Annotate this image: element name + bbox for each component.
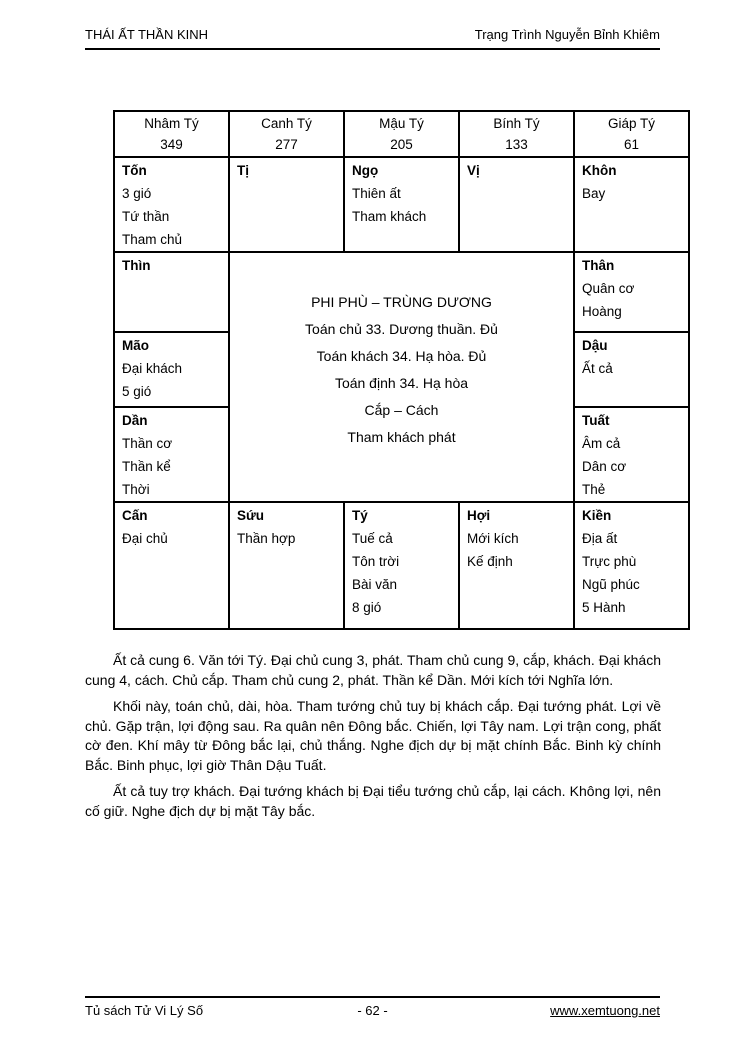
summary-title: PHI PHÙ – TRÙNG DƯƠNG [311, 294, 492, 310]
author-name: Trạng Trình Nguyễn Bỉnh Khiêm [474, 27, 660, 42]
cell-line: Tôn trời [352, 554, 400, 569]
year-cell-mau-ty [345, 112, 458, 156]
cell-label: Thân [582, 258, 615, 273]
year-cell-nham-ty [115, 112, 228, 156]
year-name: Canh Tý [261, 116, 312, 131]
cell-line: Âm cả [582, 436, 621, 451]
footer-series-title: Tủ sách Tử Vi Lý Số [85, 1003, 204, 1018]
cell-label: Tuất [582, 413, 610, 428]
cell-line: 5 gió [122, 384, 152, 399]
cell-line: Tứ thần [122, 209, 170, 224]
footer-page-number: - 62 - [357, 1003, 388, 1018]
cell-line: Đại khách [122, 361, 183, 376]
cell-line: 3 gió [122, 186, 152, 201]
cell-label: Hợi [467, 508, 491, 523]
cell-than [575, 253, 688, 331]
cell-label: Kiền [582, 508, 612, 523]
cell-line: Mới kích [467, 531, 519, 546]
cell-label: Mão [122, 338, 149, 353]
cell-label: Thìn [122, 258, 151, 273]
cell-line: Tham khách [352, 209, 427, 224]
cell-line: Tham chủ [122, 232, 183, 247]
cell-line: Kế định [467, 554, 513, 569]
body-text [85, 651, 661, 828]
year-value: 133 [505, 137, 528, 152]
cell-ti [230, 158, 343, 251]
cell-hoi [460, 503, 573, 628]
cell-line: Thiên ất [352, 186, 401, 201]
year-value: 277 [275, 137, 298, 152]
cell-can [115, 503, 228, 628]
cell-label: Tốn [122, 163, 147, 178]
footer-website-link[interactable]: www.xemtuong.net [550, 1003, 660, 1018]
year-cell-canh-ty [230, 112, 343, 156]
year-value: 205 [390, 137, 413, 152]
cell-label: Sứu [237, 508, 265, 523]
cell-suu [230, 503, 343, 628]
page-header [85, 27, 660, 50]
cell-line: Thời [122, 482, 150, 497]
cell-khon [575, 158, 688, 251]
summary-line: Toán chủ 33. Dương thuần. Đủ [305, 321, 498, 337]
cell-line: Hoàng [582, 304, 622, 319]
year-value: 61 [623, 137, 640, 152]
cell-line: Thần cơ [122, 436, 173, 451]
cell-label: Ngọ [352, 163, 379, 178]
cell-line: Dân cơ [582, 459, 627, 474]
paragraph-1: Ất cả cung 6. Văn tới Tý. Đại chủ cung 3, phát. Tham chủ cung 9, cắp, khách. Đại khách cung 4, cách. Chủ cắp. Tham chủ cung 2, phát. Thần kể Dần. Mới kích tới Nghĩa lớn. [85, 652, 661, 688]
cell-label: Dần [122, 413, 148, 428]
year-value: 349 [160, 137, 183, 152]
year-cell-binh-ty [460, 112, 573, 156]
cell-ty [345, 503, 458, 628]
summary-line: Toán khách 34. Hạ hòa. Đủ [316, 348, 487, 364]
cell-line: Quân cơ [582, 281, 635, 296]
cell-dau [575, 333, 688, 406]
cell-label: Khôn [582, 163, 617, 178]
cell-ngo [345, 158, 458, 251]
cell-vi [460, 158, 573, 251]
cell-kien [575, 503, 688, 628]
cell-line: 5 Hành [582, 600, 626, 615]
cell-dan [115, 408, 228, 501]
cell-line: Tuế cả [352, 531, 393, 546]
cell-label: Dậu [582, 338, 608, 353]
summary-line: Cắp – Cách [364, 402, 439, 418]
cell-line: 8 gió [352, 600, 382, 615]
cell-thin [115, 253, 228, 331]
cell-tuat [575, 408, 688, 501]
year-name: Mậu Tý [379, 116, 424, 131]
cell-line: Bài văn [352, 577, 398, 592]
cell-label: Cấn [122, 508, 148, 523]
summary-line: Tham khách phát [347, 429, 456, 445]
summary-line: Toán định 34. Hạ hòa [334, 375, 469, 391]
cell-label: Tý [352, 508, 368, 523]
cell-line: Thần kể [122, 459, 171, 474]
cell-line: Ất cả [582, 361, 613, 376]
cell-line: Thẻ [582, 482, 606, 497]
book-title: THÁI ẤT THẦN KINH [85, 27, 209, 42]
cell-line: Ngũ phúc [582, 577, 640, 592]
page-footer [85, 996, 660, 1018]
thai-at-chart [113, 110, 690, 630]
cell-line: Đại chủ [122, 531, 168, 546]
cell-mao [115, 333, 228, 406]
cell-label: Tị [237, 163, 249, 178]
cell-center-summary [230, 253, 573, 501]
paragraph-2: Khối này, toán chủ, dài, hòa. Tham tướng chủ tuy bị khách cắp. Đại tướng phát. Lợi về chủ. Gặp trận, lợi động sau. Ra quân nên Đông bắc. Chiến, lợi Tây nam. Lợi trận cong, phất cờ đen. Khí mây từ Đông bắc lại, chủ thắng. Nghe địch dự bị mặt chính Bắc. Binh kỳ chính Bắc. Binh phục, lợi giờ Thân Dậu Tuất. [85, 698, 661, 773]
year-name: Bính Tý [493, 116, 540, 131]
cell-label: Vị [467, 163, 480, 178]
cell-line: Thần hợp [237, 531, 296, 546]
year-cell-giap-ty [575, 112, 688, 156]
paragraph-3: Ất cả tuy trợ khách. Đại tướng khách bị Đại tiểu tướng chủ cắp, lại cách. Không lợi, nên cố giữ. Nghe địch dự bị mặt Tây bắc. [85, 783, 661, 819]
cell-ton [115, 158, 228, 251]
cell-line: Địa ất [582, 531, 618, 546]
year-name: Giáp Tý [607, 116, 656, 131]
cell-line: Trực phù [582, 554, 637, 569]
cell-line: Bay [582, 186, 606, 201]
year-name: Nhâm Tý [144, 116, 199, 131]
